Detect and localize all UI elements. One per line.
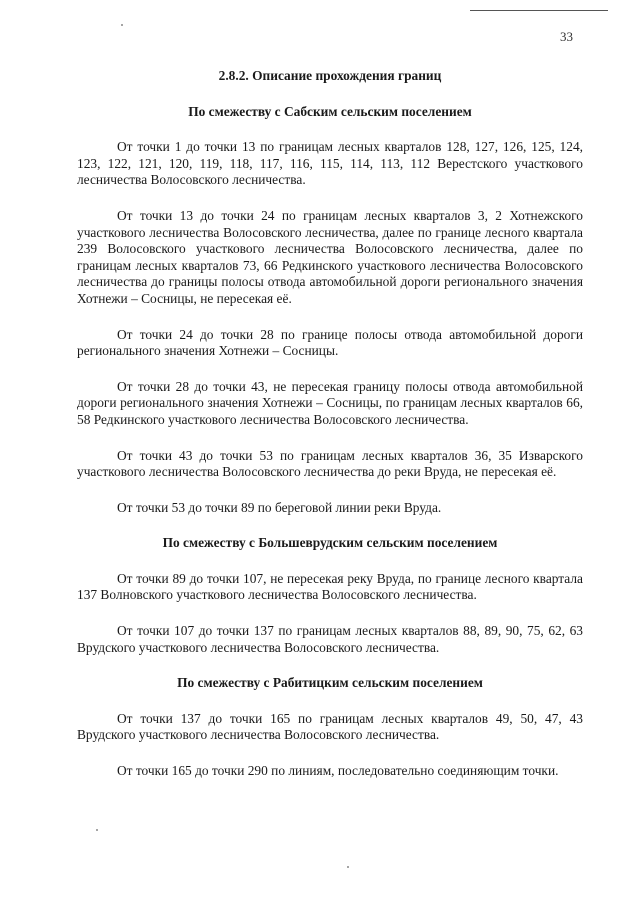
top-rule (470, 10, 608, 11)
paragraph: От точки 53 до точки 89 по береговой линии реки Вруда. (117, 499, 442, 515)
paragraph: От точки 107 до точки 137 по границам лесных кварталов 88, 89, 90, 75, 62, 63 Врудского участкового лесничества Волосовского лесничества. (77, 623, 583, 655)
scan-speck (121, 24, 123, 26)
paragraph: От точки 28 до точки 43, не пересекая границу полосы отвода автомобильной дороги регионального значения Хотнежи – Сосницы, по границам лесных кварталов 66, 58 Редкинского участкового лесничества Волосовского лесничества. (77, 378, 583, 427)
section-heading: По смежеству с Большеврудским сельским поселением (162, 535, 498, 551)
paragraph: От точки 137 до точки 165 по границам лесных кварталов 49, 50, 47, 43 Врудского участкового лесничества Волосовского лесничества. (77, 710, 583, 743)
paragraph: От точки 43 до точки 53 по границам лесных кварталов 36, 35 Изварского участкового лесничества Волосовского лесничества до реки Вруда, не пересекая её. (77, 447, 583, 480)
scan-speck (347, 866, 349, 868)
paragraph: От точки 24 до точки 28 по границе полосы отвода автомобильной дороги регионального значения Хотнежи – Сосницы. (77, 326, 583, 359)
paragraph: От точки 89 до точки 107, не пересекая реку Вруда, по границе лесного квартала 137 Волновского участкового лесничества Волосовского лесничества. (77, 570, 583, 603)
paragraph: От точки 165 до точки 290 по линиям, последовательно соединяющим точки. (117, 763, 559, 779)
scan-speck (96, 829, 98, 831)
paragraph: От точки 1 до точки 13 по границам лесных кварталов 128, 127, 126, 125, 124, 123, 122, 121, 120, 119, 118, 117, 116, 115, 114, 113, 112 Верестского участкового лесничества Волосовского лесничества. (77, 139, 583, 188)
section-heading: По смежеству с Рабитицким сельским поселением (177, 675, 483, 691)
page-number: 33 (560, 29, 573, 44)
paragraph: От точки 13 до точки 24 по границам лесных кварталов 3, 2 Хотнежского участкового лесничества Волосовского лесничества, далее по границе лесного квартала 239 Волосовского участкового лесничества Волосовского лесничества, далее по границам лесных кварталов 73, 66 Редкинского участкового лесничества Волосовского лесничества до границы полосы отвода автомобильной дороги регионального значения Хотнежи – Сосницы, не пересекая её. (77, 207, 583, 306)
section-title: 2.8.2. Описание прохождения границ (218, 68, 442, 83)
section-heading: По смежеству с Сабским сельским поселением (188, 103, 472, 119)
document-body (77, 62, 583, 780)
